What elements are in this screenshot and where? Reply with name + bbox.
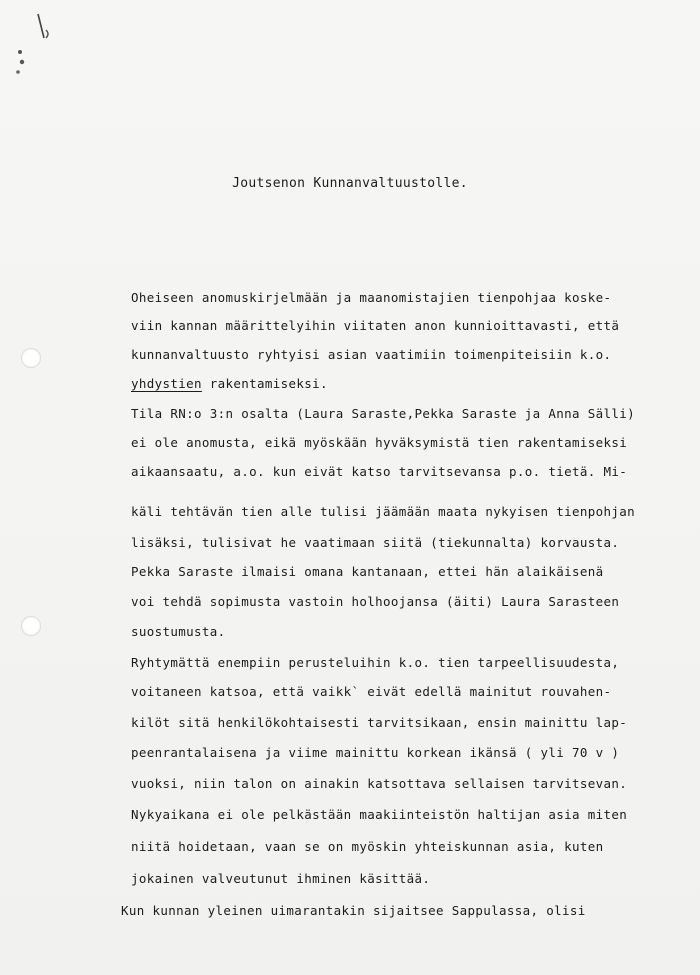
- text-line: voi tehdä sopimusta vastoin holhoojansa (äiti) Laura Sarasteen: [131, 594, 620, 609]
- text-line: käli tehtävän tien alle tulisi jäämään maata nykyisen tienpohjan: [131, 504, 636, 519]
- text-line: aikaansaatu, a.o. kun eivät katso tarvitsevansa p.o. tietä. Mi-: [131, 464, 628, 479]
- text-line-underlined: [131, 376, 328, 391]
- underlined-word: yhdystien: [131, 376, 202, 391]
- text-line: suostumusta.: [131, 624, 226, 639]
- text-line: ei ole anomusta, eikä myöskään hyväksymistä tien rakentamiseksi: [131, 435, 628, 450]
- punch-hole-upper: [21, 348, 41, 368]
- text-line: vuoksi, niin talon on ainakin katsottava sellaisen tarvitsevan.: [131, 776, 628, 791]
- text-line: peenrantalaisena ja viime mainittu korkean ikänsä ( yli 70 v ): [131, 745, 620, 760]
- text-line: niitä hoidetaan, vaan se on myöskin yhteiskunnan asia, kuten: [131, 839, 604, 854]
- text-line: kilöt sitä henkilökohtaisesti tarvitsikaan, ensin mainittu lap-: [131, 715, 628, 730]
- text-line: Pekka Saraste ilmaisi omana kantanaan, ettei hän alaikäisenä: [131, 564, 604, 579]
- staple-marks: [8, 8, 56, 78]
- document-heading: Joutsenon Kunnanvaltuustolle.: [232, 176, 468, 191]
- text-line: voitaneen katsoa, että vaikk` eivät edellä mainitut rouvahen-: [131, 684, 612, 699]
- text-line: kunnanvaltuusto ryhtyisi asian vaatimiin toimenpiteisiin k.o.: [131, 347, 612, 362]
- text-line: Oheiseen anomuskirjelmään ja maanomistajien tienpohjaa koske-: [131, 290, 612, 305]
- text-line: Kun kunnan yleinen uimarantakin sijaitsee Sappulassa, olisi: [121, 903, 586, 918]
- text-line: Nykyaikana ei ole pelkästään maakiinteistön haltijan asia miten: [131, 807, 628, 822]
- text-line: lisäksi, tulisivat he vaatimaan siitä (tiekunnalta) korvausta.: [131, 535, 620, 550]
- text-line: jokainen valveutunut ihminen käsittää.: [131, 871, 431, 886]
- text-fragment: rakentamiseksi.: [209, 376, 328, 391]
- text-line: Ryhtymättä enempiin perusteluihin k.o. tien tarpeellisuudesta,: [131, 655, 620, 670]
- text-line: viin kannan määrittelyihin viitaten anon kunnioittavasti, että: [131, 318, 620, 333]
- text-line: Tila RN:o 3:n osalta (Laura Saraste,Pekka Saraste ja Anna Sälli): [131, 406, 636, 421]
- punch-hole-lower: [21, 616, 41, 636]
